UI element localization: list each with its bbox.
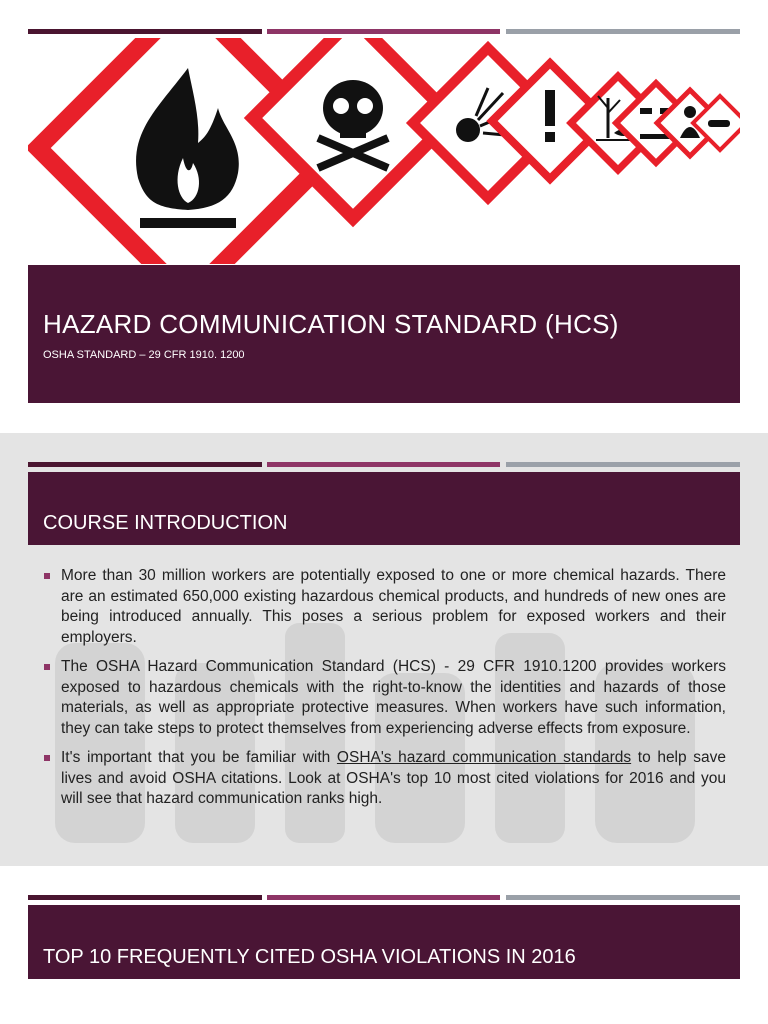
violations-slide [0, 868, 768, 1024]
list-item [42, 566, 726, 648]
bullet-text-rest: to help save lives and avoid OSHA citations. Look at OSHA's top 10 most cited violations for 2016 and you will see that hazard communication ranks high. [61, 749, 726, 807]
page-title: HAZARD COMMUNICATION STANDARD (HCS) [43, 309, 619, 339]
section-title: TOP 10 FREQUENTLY CITED OSHA VIOLATIONS IN 2016 [43, 946, 576, 968]
bullet-marker-icon [44, 573, 50, 579]
list-item [42, 748, 726, 810]
accent-bars [28, 462, 740, 467]
page-subtitle: OSHA STANDARD – 29 CFR 1910. 1200 [43, 349, 245, 361]
title-slide [0, 0, 768, 430]
list-item [42, 657, 726, 739]
section-header [28, 905, 740, 979]
accent-bars [28, 895, 740, 900]
bullet-list [42, 566, 726, 819]
ghs-pictograms-banner [28, 38, 740, 264]
bullet-text: The OSHA Hazard Communication Standard (HCS) - 29 CFR 1910.1200 provides workers exposed to hazardous chemicals with the right-to-know the identities and hazards of those materials, as well as appropriate protective measures. When workers have such information, they can take steps to protect themselves from experiencing adverse effects from exposure. [61, 658, 726, 737]
osha-hcs-link[interactable]: OSHA's hazard communication standards [336, 749, 632, 766]
accent-bars [28, 29, 740, 34]
bullet-marker-icon [44, 664, 50, 670]
bullet-text-intro: It's important that you be familiar with [61, 749, 337, 766]
bullet-marker-icon [44, 755, 50, 761]
title-banner [28, 265, 740, 403]
section-header [28, 472, 740, 545]
section-title: COURSE INTRODUCTION [43, 512, 288, 534]
bullet-text: More than 30 million workers are potentially exposed to one or more chemical hazards. There are an estimated 650,000 existing hazardous chemical products, and hundreds of new ones are being introduced annually. This poses a serious problem for exposed workers and their employers. [61, 567, 726, 646]
course-introduction-slide [0, 433, 768, 866]
